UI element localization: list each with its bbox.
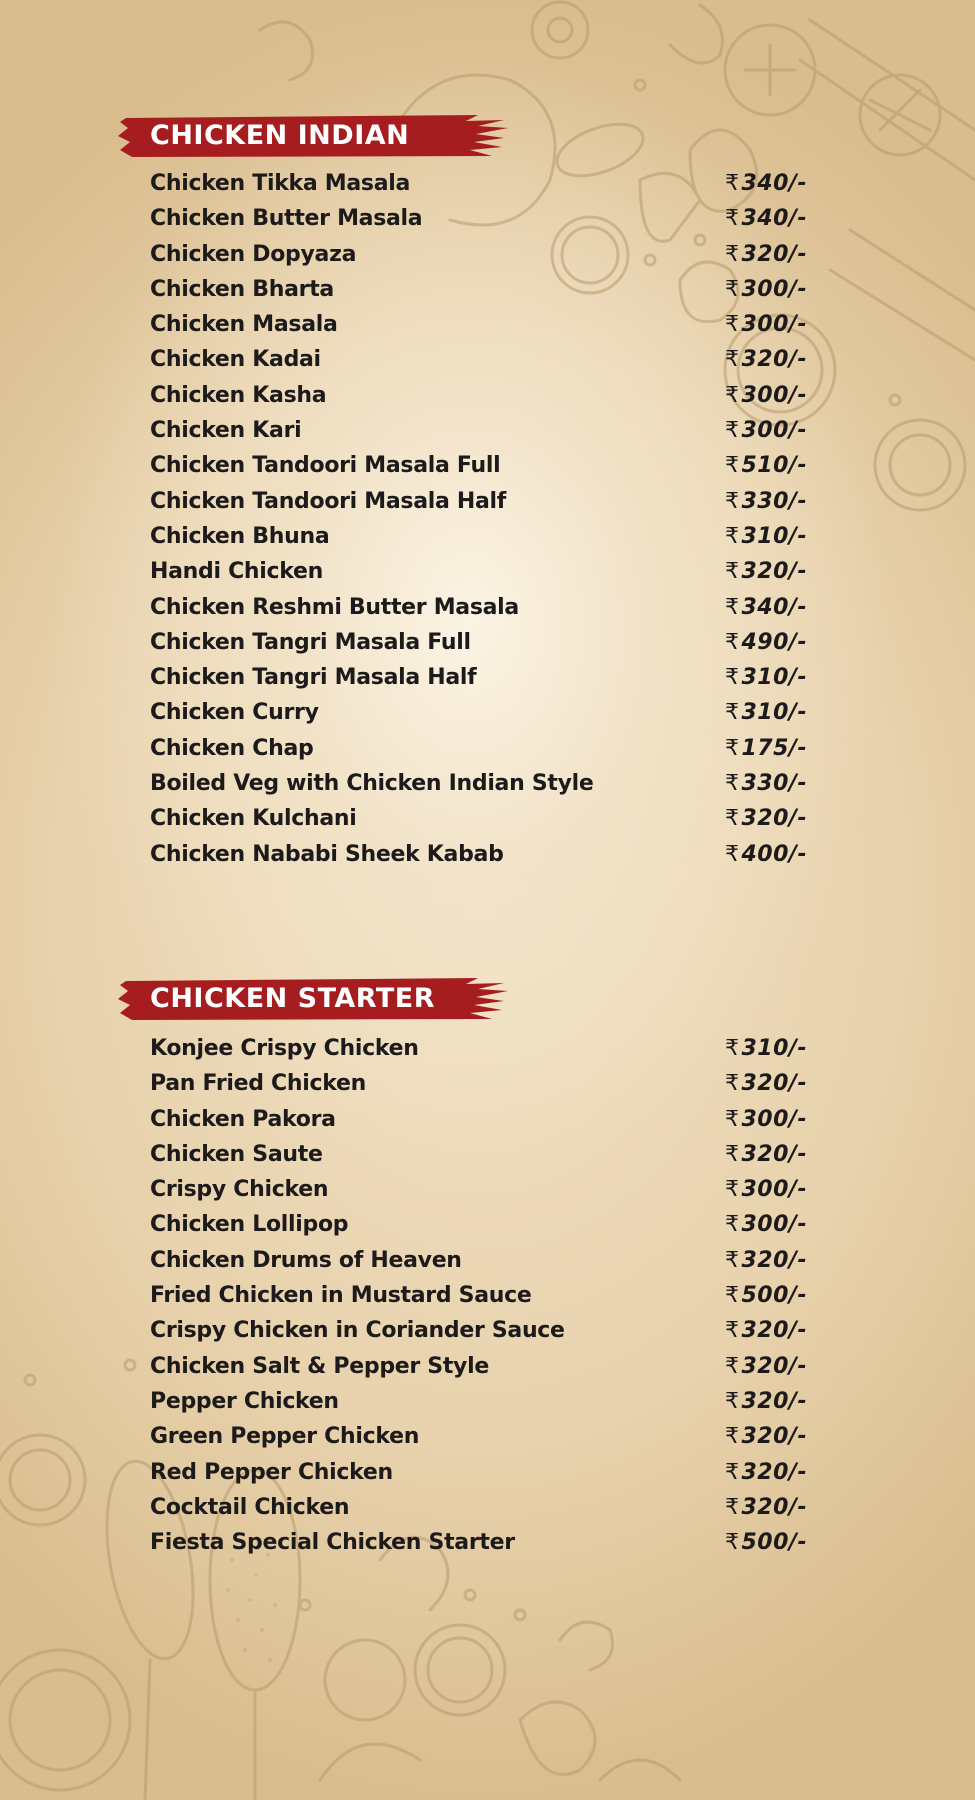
item-name: Chicken Bhuna [150, 523, 330, 549]
rupee-symbol: ₹ [725, 1106, 740, 1132]
item-price [725, 1278, 807, 1313]
price-value: 300/- [741, 418, 808, 444]
item-name: Chicken Tangri Masala Half [150, 665, 477, 691]
rupee-symbol: ₹ [725, 453, 740, 479]
item-price [725, 237, 807, 272]
rupee-symbol: ₹ [725, 1353, 740, 1379]
item-price [725, 625, 807, 660]
menu-item [150, 554, 830, 589]
item-price [725, 1455, 807, 1490]
menu-item [150, 1525, 830, 1560]
item-price [725, 660, 807, 695]
rupee-symbol: ₹ [725, 1283, 740, 1309]
item-name: Konjee Crispy Chicken [150, 1036, 419, 1061]
item-name: Pepper Chicken [150, 1388, 339, 1414]
menu-item [150, 378, 830, 413]
menu-item [150, 1455, 830, 1490]
rupee-symbol: ₹ [725, 559, 740, 585]
menu-item [150, 1137, 830, 1172]
item-name: Chicken Tandoori Masala Half [150, 488, 507, 514]
price-value: 320/- [741, 806, 808, 832]
rupee-symbol: ₹ [725, 1177, 740, 1203]
menu-item [150, 625, 830, 660]
item-price [725, 554, 807, 589]
item-price [725, 1243, 807, 1278]
item-price [725, 1102, 807, 1137]
section-title: CHICKEN STARTER [150, 983, 436, 1014]
item-name: Chicken Curry [150, 700, 319, 726]
menu-item [150, 590, 830, 625]
rupee-symbol: ₹ [725, 523, 740, 549]
rupee-symbol: ₹ [725, 1459, 740, 1485]
rupee-symbol: ₹ [725, 382, 740, 408]
price-value: 400/- [741, 841, 808, 867]
item-price [725, 272, 807, 307]
item-price [725, 590, 807, 625]
price-value: 510/- [741, 453, 808, 479]
rupee-symbol: ₹ [725, 347, 740, 373]
menu-item [150, 1102, 830, 1137]
menu-item [150, 731, 830, 766]
item-name: Chicken Kasha [150, 382, 327, 408]
price-value: 330/- [741, 488, 808, 514]
item-name: Chicken Lollipop [150, 1212, 349, 1238]
rupee-symbol: ₹ [725, 1530, 740, 1556]
price-value: 320/- [741, 241, 808, 267]
rupee-symbol: ₹ [725, 1494, 740, 1520]
price-value: 320/- [741, 1071, 808, 1097]
item-price [725, 1490, 807, 1525]
item-name: Crispy Chicken [150, 1177, 329, 1203]
menu-list-chicken-indian [150, 166, 830, 872]
price-value: 310/- [741, 665, 808, 691]
item-price [725, 448, 807, 483]
menu-item [150, 519, 830, 554]
item-name: Chicken Nababi Sheek Kabab [150, 841, 504, 867]
item-price [725, 307, 807, 342]
menu-item [150, 413, 830, 448]
menu-item [150, 1031, 830, 1066]
item-price [725, 801, 807, 836]
item-name: Fiesta Special Chicken Starter [150, 1530, 515, 1556]
item-price [725, 1349, 807, 1384]
item-name: Pan Fried Chicken [150, 1071, 366, 1097]
rupee-symbol: ₹ [725, 488, 740, 514]
rupee-symbol: ₹ [725, 206, 740, 232]
price-value: 320/- [741, 1424, 808, 1450]
item-name: Chicken Masala [150, 312, 338, 338]
item-price [725, 1066, 807, 1101]
menu-item [150, 1172, 830, 1207]
price-value: 340/- [741, 206, 808, 232]
item-name: Chicken Chap [150, 735, 314, 761]
price-value: 310/- [741, 700, 808, 726]
menu-item [150, 237, 830, 272]
menu-item [150, 342, 830, 377]
rupee-symbol: ₹ [725, 665, 740, 691]
price-value: 320/- [741, 347, 808, 373]
menu-item [150, 1349, 830, 1384]
item-name: Chicken Salt & Pepper Style [150, 1353, 489, 1379]
price-value: 500/- [741, 1530, 808, 1556]
price-value: 320/- [741, 1459, 808, 1485]
item-name: Chicken Butter Masala [150, 206, 423, 232]
rupee-symbol: ₹ [725, 735, 740, 761]
menu-item [150, 1419, 830, 1454]
item-name: Chicken Kadai [150, 347, 321, 373]
price-value: 320/- [741, 1318, 808, 1344]
menu-item [150, 766, 830, 801]
price-value: 320/- [741, 1247, 808, 1273]
section-banner-chicken-starter [118, 975, 510, 1023]
item-name: Chicken Dopyaza [150, 241, 357, 267]
item-name: Chicken Tikka Masala [150, 171, 411, 196]
price-value: 300/- [741, 312, 808, 338]
menu-item [150, 201, 830, 236]
item-name: Crispy Chicken in Coriander Sauce [150, 1318, 565, 1344]
rupee-symbol: ₹ [725, 1071, 740, 1097]
rupee-symbol: ₹ [725, 1388, 740, 1414]
item-name: Chicken Tangri Masala Full [150, 629, 471, 655]
price-value: 300/- [741, 1106, 808, 1132]
rupee-symbol: ₹ [725, 841, 740, 867]
menu-item [150, 1278, 830, 1313]
item-price [725, 1137, 807, 1172]
menu-item [150, 837, 830, 872]
menu-item [150, 484, 830, 519]
item-price [725, 1031, 807, 1066]
item-name: Handi Chicken [150, 559, 323, 585]
rupee-symbol: ₹ [725, 629, 740, 655]
rupee-symbol: ₹ [725, 700, 740, 726]
item-price [725, 201, 807, 236]
menu-item [150, 1313, 830, 1348]
menu-item [150, 1384, 830, 1419]
item-price [725, 1172, 807, 1207]
price-value: 320/- [741, 1388, 808, 1414]
menu-item [150, 695, 830, 730]
item-name: Chicken Kari [150, 418, 302, 444]
item-price [725, 731, 807, 766]
menu-item [150, 307, 830, 342]
item-price [725, 519, 807, 554]
item-name: Green Pepper Chicken [150, 1424, 420, 1450]
menu-item [150, 660, 830, 695]
menu-item [150, 272, 830, 307]
rupee-symbol: ₹ [725, 1424, 740, 1450]
price-value: 300/- [741, 1177, 808, 1203]
menu-item [150, 448, 830, 483]
item-name: Boiled Veg with Chicken Indian Style [150, 771, 594, 797]
price-value: 320/- [741, 559, 808, 585]
menu-item [150, 166, 830, 201]
item-name: Chicken Saute [150, 1141, 323, 1167]
item-price [725, 766, 807, 801]
menu-item [150, 801, 830, 836]
item-price [725, 1384, 807, 1419]
item-price [725, 166, 807, 201]
menu-item [150, 1490, 830, 1525]
item-price [725, 1207, 807, 1242]
item-price [725, 1419, 807, 1454]
section-title: CHICKEN INDIAN [150, 120, 410, 151]
price-value: 320/- [741, 1141, 808, 1167]
price-value: 300/- [741, 1212, 808, 1238]
item-price [725, 413, 807, 448]
price-value: 310/- [741, 1036, 808, 1061]
item-price [725, 378, 807, 413]
item-name: Red Pepper Chicken [150, 1459, 393, 1485]
price-value: 175/- [741, 735, 808, 761]
price-value: 310/- [741, 523, 808, 549]
price-value: 500/- [741, 1283, 808, 1309]
rupee-symbol: ₹ [725, 1318, 740, 1344]
item-name: Chicken Pakora [150, 1106, 336, 1132]
item-name: Chicken Kulchani [150, 806, 357, 832]
price-value: 320/- [741, 1494, 808, 1520]
menu-item [150, 1243, 830, 1278]
section-banner-chicken-indian [118, 112, 510, 160]
rupee-symbol: ₹ [725, 806, 740, 832]
menu-list-chicken-starter [150, 1031, 830, 1560]
menu-item [150, 1207, 830, 1242]
item-price [725, 837, 807, 872]
rupee-symbol: ₹ [725, 171, 740, 196]
rupee-symbol: ₹ [725, 312, 740, 338]
rupee-symbol: ₹ [725, 241, 740, 267]
price-value: 340/- [741, 171, 808, 196]
rupee-symbol: ₹ [725, 1036, 740, 1061]
price-value: 300/- [741, 382, 808, 408]
rupee-symbol: ₹ [725, 1141, 740, 1167]
item-price [725, 342, 807, 377]
item-name: Chicken Bharta [150, 276, 334, 302]
rupee-symbol: ₹ [725, 594, 740, 620]
rupee-symbol: ₹ [725, 276, 740, 302]
rupee-symbol: ₹ [725, 1247, 740, 1273]
item-name: Chicken Drums of Heaven [150, 1247, 462, 1273]
menu-item [150, 1066, 830, 1101]
price-value: 490/- [741, 629, 808, 655]
rupee-symbol: ₹ [725, 418, 740, 444]
item-name: Chicken Reshmi Butter Masala [150, 594, 519, 620]
item-price [725, 695, 807, 730]
item-name: Chicken Tandoori Masala Full [150, 453, 501, 479]
item-price [725, 484, 807, 519]
price-value: 340/- [741, 594, 808, 620]
item-name: Fried Chicken in Mustard Sauce [150, 1283, 532, 1309]
rupee-symbol: ₹ [725, 1212, 740, 1238]
price-value: 320/- [741, 1353, 808, 1379]
item-price [725, 1525, 807, 1560]
rupee-symbol: ₹ [725, 771, 740, 797]
price-value: 330/- [741, 771, 808, 797]
price-value: 300/- [741, 276, 808, 302]
item-name: Cocktail Chicken [150, 1494, 350, 1520]
item-price [725, 1313, 807, 1348]
